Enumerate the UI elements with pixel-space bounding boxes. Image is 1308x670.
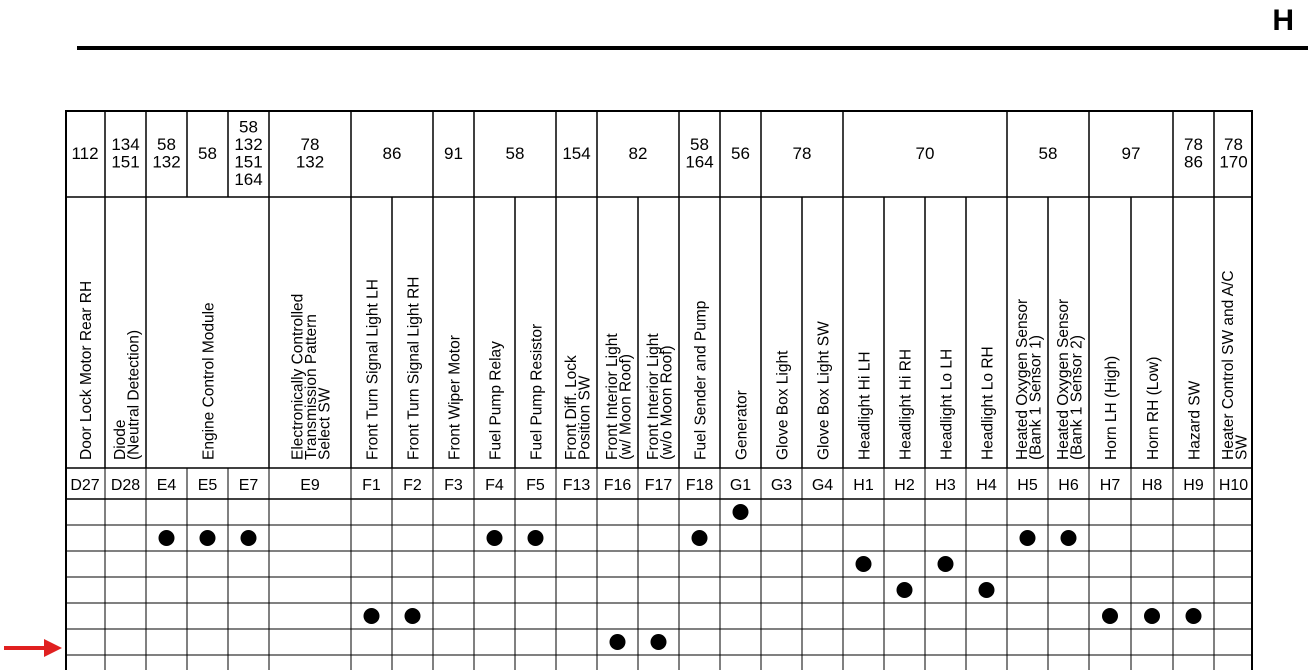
page-number: 154	[562, 143, 591, 163]
component-name: (w/ Moon Roof)	[617, 354, 635, 460]
page-number: 91	[444, 143, 463, 163]
component-name: Heater Control SW and A/C	[1219, 270, 1237, 460]
location-dot	[528, 530, 544, 546]
row-marker-arrow-icon	[4, 636, 64, 660]
connector-code: E5	[197, 477, 218, 494]
component-name: Front Interior Light	[603, 333, 621, 460]
component-name: Horn LH (High)	[1103, 355, 1120, 460]
location-dot	[159, 530, 175, 546]
component-name: Headlight Lo LH	[938, 348, 956, 460]
location-dot	[364, 608, 380, 624]
connector-code: H6	[1058, 477, 1079, 494]
component-name: Headlight Hi LH	[856, 351, 874, 460]
component-name: (Bank 1 Sensor 2)	[1068, 335, 1086, 460]
location-dot	[1061, 530, 1077, 546]
connector-code: F17	[644, 477, 673, 494]
component-name: (w/o Moon Roof)	[658, 345, 676, 460]
page-number: 151	[111, 152, 140, 172]
location-dot	[610, 634, 626, 650]
component-name: Hazard SW	[1186, 380, 1204, 460]
page-number: 58	[505, 143, 525, 163]
page-number: 82	[628, 143, 648, 163]
page-number: 70	[915, 143, 935, 163]
component-name: Door Lock Motor Rear RH	[78, 280, 95, 460]
component-name: Fuel Pump Resistor	[528, 323, 546, 460]
connector-code: H1	[853, 477, 874, 494]
component-name: Fuel Pump Relay	[487, 341, 505, 460]
connector-code: H5	[1017, 477, 1038, 494]
connector-code: H10	[1218, 477, 1249, 494]
page-number: 58	[157, 135, 176, 154]
page-number: 97	[1121, 143, 1141, 163]
component-name: Position SW	[576, 375, 594, 460]
connector-code: G3	[770, 477, 793, 494]
component-name: Glove Box Light SW	[815, 321, 833, 460]
page-number: 132	[295, 152, 325, 172]
location-dot	[651, 634, 667, 650]
location-dot	[1186, 608, 1202, 624]
component-name: Headlight Hi RH	[897, 348, 915, 460]
connector-code: D28	[110, 477, 141, 494]
page-number: 134	[111, 135, 140, 154]
page-number: 58	[198, 143, 217, 163]
component-name: Heated Oxygen Sensor	[1054, 298, 1072, 460]
page-number: 86	[1184, 152, 1203, 172]
component-name: Select SW	[316, 387, 334, 460]
connector-code: H3	[935, 477, 956, 494]
component-name: SW	[1233, 435, 1251, 460]
location-dot	[405, 608, 421, 624]
component-name: (Bank 1 Sensor 1)	[1027, 335, 1045, 460]
location-dot	[200, 530, 216, 546]
connector-code: H9	[1183, 477, 1204, 494]
connector-code: H7	[1099, 477, 1121, 494]
page-number: 78	[792, 143, 812, 163]
connector-code: F13	[562, 477, 591, 494]
component-name: Generator	[733, 390, 751, 460]
component-name: Front Turn Signal Light RH	[405, 276, 423, 460]
location-dot	[1020, 530, 1036, 546]
page-number: 86	[382, 143, 402, 163]
location-dot	[487, 530, 503, 546]
page-number: 78	[300, 135, 320, 154]
component-name: Transmission Pattern	[303, 314, 320, 460]
page-number: 58	[239, 117, 258, 137]
component-name: Glove Box Light	[774, 350, 792, 460]
component-name: Front Diff. Lock	[562, 355, 580, 460]
component-name: Engine Control Module	[200, 302, 218, 460]
component-name: Front Turn Signal Light LH	[364, 279, 382, 460]
page-number: 58	[1038, 143, 1058, 163]
connector-code: D27	[70, 477, 100, 494]
page-number: 132	[152, 152, 181, 172]
component-name: Diode	[111, 419, 129, 460]
connector-code: F18	[685, 477, 714, 494]
page-number: 78	[1184, 135, 1203, 154]
connector-code: H8	[1141, 477, 1163, 494]
page-number: 78	[1224, 135, 1243, 154]
location-dot	[979, 582, 995, 598]
location-dot	[1144, 608, 1160, 624]
component-name: Headlight Lo RH	[979, 346, 997, 460]
location-dot	[897, 582, 913, 598]
location-dot	[241, 530, 257, 546]
section-letter: H	[1272, 4, 1294, 37]
connector-code: F2	[403, 477, 422, 494]
page-number: 170	[1219, 152, 1248, 172]
connector-location-table	[65, 110, 1253, 670]
page-number: 164	[685, 152, 714, 172]
component-name: Fuel Sender and Pump	[692, 300, 710, 460]
connector-code: H2	[894, 477, 915, 494]
header-rule	[77, 46, 1308, 50]
component-name: Electronically Controlled	[289, 293, 307, 460]
component-name: Front Interior Light	[644, 333, 662, 460]
connector-code: F5	[526, 477, 545, 494]
location-dot	[938, 556, 954, 572]
page-number: 164	[234, 170, 263, 189]
component-name: Heated Oxygen Sensor	[1013, 298, 1031, 460]
location-dot	[692, 530, 708, 546]
page-number: 56	[731, 143, 750, 163]
component-name: (Neutral Detection)	[125, 329, 143, 460]
component-name: Horn RH (Low)	[1145, 356, 1162, 460]
page-number: 151	[234, 152, 263, 172]
location-dot	[1102, 608, 1118, 624]
page-number: 58	[690, 135, 709, 154]
page-number: 112	[71, 143, 99, 163]
connector-code: F1	[362, 477, 381, 494]
component-name: Front Wiper Motor	[446, 335, 464, 460]
connector-code: E4	[156, 477, 177, 494]
connector-code: G1	[729, 477, 752, 494]
page-number: 132	[234, 135, 263, 154]
connector-code: F4	[485, 477, 504, 494]
connector-code: F16	[603, 477, 632, 494]
location-dot	[733, 504, 749, 520]
connector-code: E7	[238, 477, 259, 494]
location-dot	[856, 556, 872, 572]
connector-code: F3	[444, 477, 463, 494]
connector-code: H4	[976, 477, 997, 494]
connector-code: G4	[811, 477, 834, 494]
connector-code: E9	[300, 477, 320, 494]
